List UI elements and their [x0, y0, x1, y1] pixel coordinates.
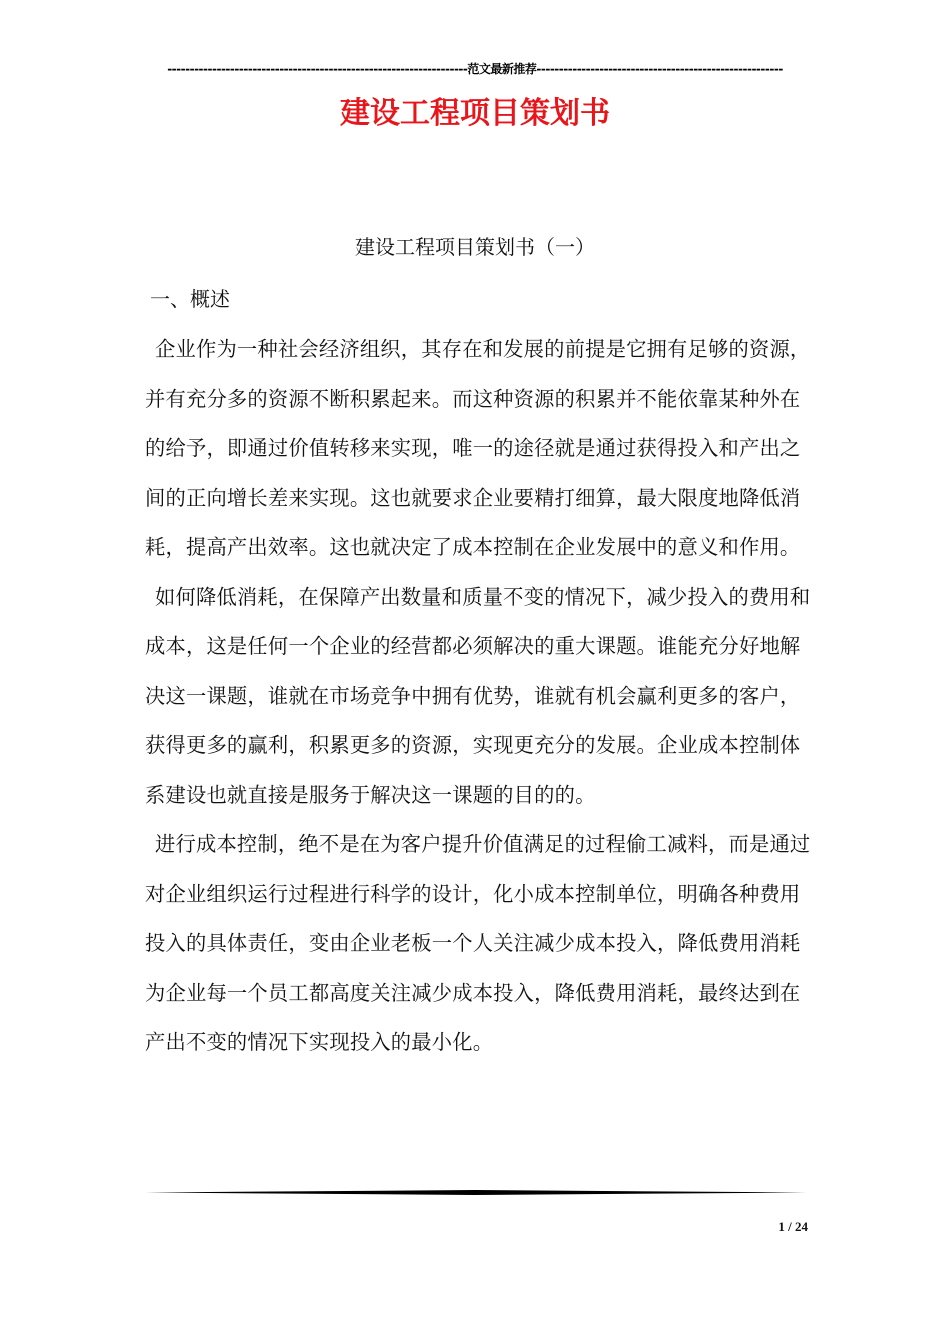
paragraph: 进行成本控制，绝不是在为客户提升价值满足的过程偷工减料，而是通过对企业组织运行过程进行科学的设计，化小成本控制单位，明确各种费用投入的具体责任，变由企业老板一个人关注减少成本投入，降低费用消耗为企业每一个员工都高度关注减少成本投入，降低费用消耗，最终达到在产出不变的情况下实现投入的最小化。 — [145, 832, 811, 1054]
page-number: 1 / 24 — [778, 1219, 808, 1234]
paragraph: 如何降低消耗，在保障产出数量和质量不变的情况下，减少投入的费用和成本，这是任何一个企业的经营都必须解决的重大课题。谁能充分好地解决这一课题，谁就在市场竞争中拥有优势，谁就有机会赢利更多的客户，获得更多的赢利，积累更多的资源，实现更充分的发展。企业成本控制体系建设也就直接是服务于解决这一课题的目的的。 — [145, 584, 811, 807]
body-text — [145, 325, 817, 1068]
document-title: 建设工程项目策划书 — [340, 96, 610, 131]
document-subtitle: 建设工程项目策划书（一） — [355, 235, 595, 259]
header-banner: -------------------------------------------------------------------范文最新推荐------------------------------------------------------- — [167, 62, 783, 76]
section-heading: 一、概述 — [150, 287, 230, 311]
paragraph: 企业作为一种社会经济组织，其存在和发展的前提是它拥有足够的资源，并有充分多的资源不断积累起来。而这种资源的积累并不能依靠某种外在的给予，即通过价值转移来实现，唯一的途径就是通过获得投入和产出之间的正向增长差来实现。这也就要求企业要精打细算，最大限度地降低消耗，提高产出效率。这也就决定了成本控制在企业发展中的意义和作用。 — [145, 337, 811, 559]
footer-divider — [145, 1190, 807, 1195]
